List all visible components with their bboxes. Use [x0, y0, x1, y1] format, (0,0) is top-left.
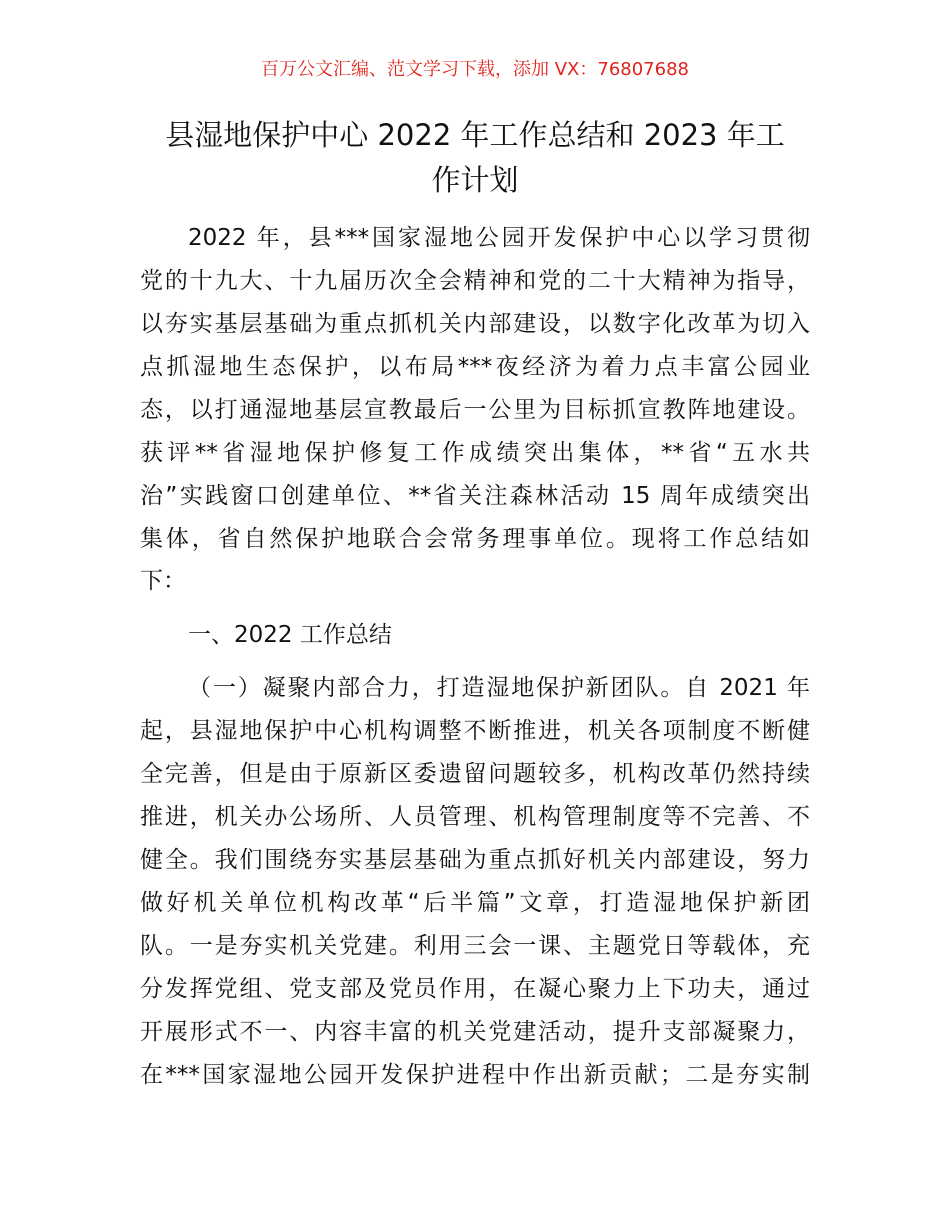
- intro-line: 集体，省自然保护地联合会常务理事单位。现将工作总结如: [140, 526, 810, 552]
- intro-line: 点抓湿地生态保护，以布局***夜经济为着力点丰富公园业: [140, 354, 810, 380]
- section1-line: 全完善，但是由于原新区委遗留问题较多，机构改革仍然持续: [140, 761, 810, 787]
- section1-line: 分发挥党组、党支部及党员作用，在凝心聚力上下功夫，通过: [140, 976, 810, 1002]
- intro-line: 获评**省湿地保护修复工作成绩突出集体，**省“五水共: [140, 440, 810, 466]
- section1-line: （一）凝聚内部合力，打造湿地保护新团队。自 2021 年: [188, 675, 810, 701]
- intro-line: 态，以打通湿地基层宣教最后一公里为目标抓宣教阵地建设。: [140, 397, 810, 423]
- section1-line: 起，县湿地保护中心机构调整不断推进，机关各项制度不断健: [140, 718, 810, 744]
- document-title-line-1: 县湿地保护中心 2022 年工作总结和 2023 年工: [165, 118, 785, 152]
- intro-line: 治”实践窗口创建单位、**省关注森林活动 15 周年成绩突出: [140, 483, 810, 509]
- section1-line: 队。一是夯实机关党建。利用三会一课、主题党日等载体，充: [140, 933, 810, 959]
- section-heading: 一、2022 工作总结: [188, 622, 392, 648]
- section1-line: 做好机关单位机构改革“后半篇”文章，打造湿地保护新团: [140, 890, 810, 916]
- watermark-banner: 百万公文汇编、范文学习下载，添加 VX：76807688: [261, 59, 689, 80]
- section1-line: 开展形式不一、内容丰富的机关党建活动，提升支部凝聚力，: [140, 1019, 810, 1045]
- intro-line: 党的十九大、十九届历次全会精神和党的二十大精神为指导，: [140, 268, 810, 294]
- intro-line: 下：: [140, 568, 186, 594]
- intro-line: 以夯实基层基础为重点抓机关内部建设，以数字化改革为切入: [140, 311, 810, 337]
- section1-line: 推进，机关办公场所、人员管理、机构管理制度等不完善、不: [140, 804, 810, 830]
- document-title-line-2: 作计划: [431, 163, 519, 197]
- section1-line: 在***国家湿地公园开发保护进程中作出新贡献；二是夯实制: [140, 1062, 810, 1088]
- section1-line: 健全。我们围绕夯实基层基础为重点抓好机关内部建设，努力: [140, 847, 810, 873]
- intro-line: 2022 年，县***国家湿地公园开发保护中心以学习贯彻: [188, 225, 810, 251]
